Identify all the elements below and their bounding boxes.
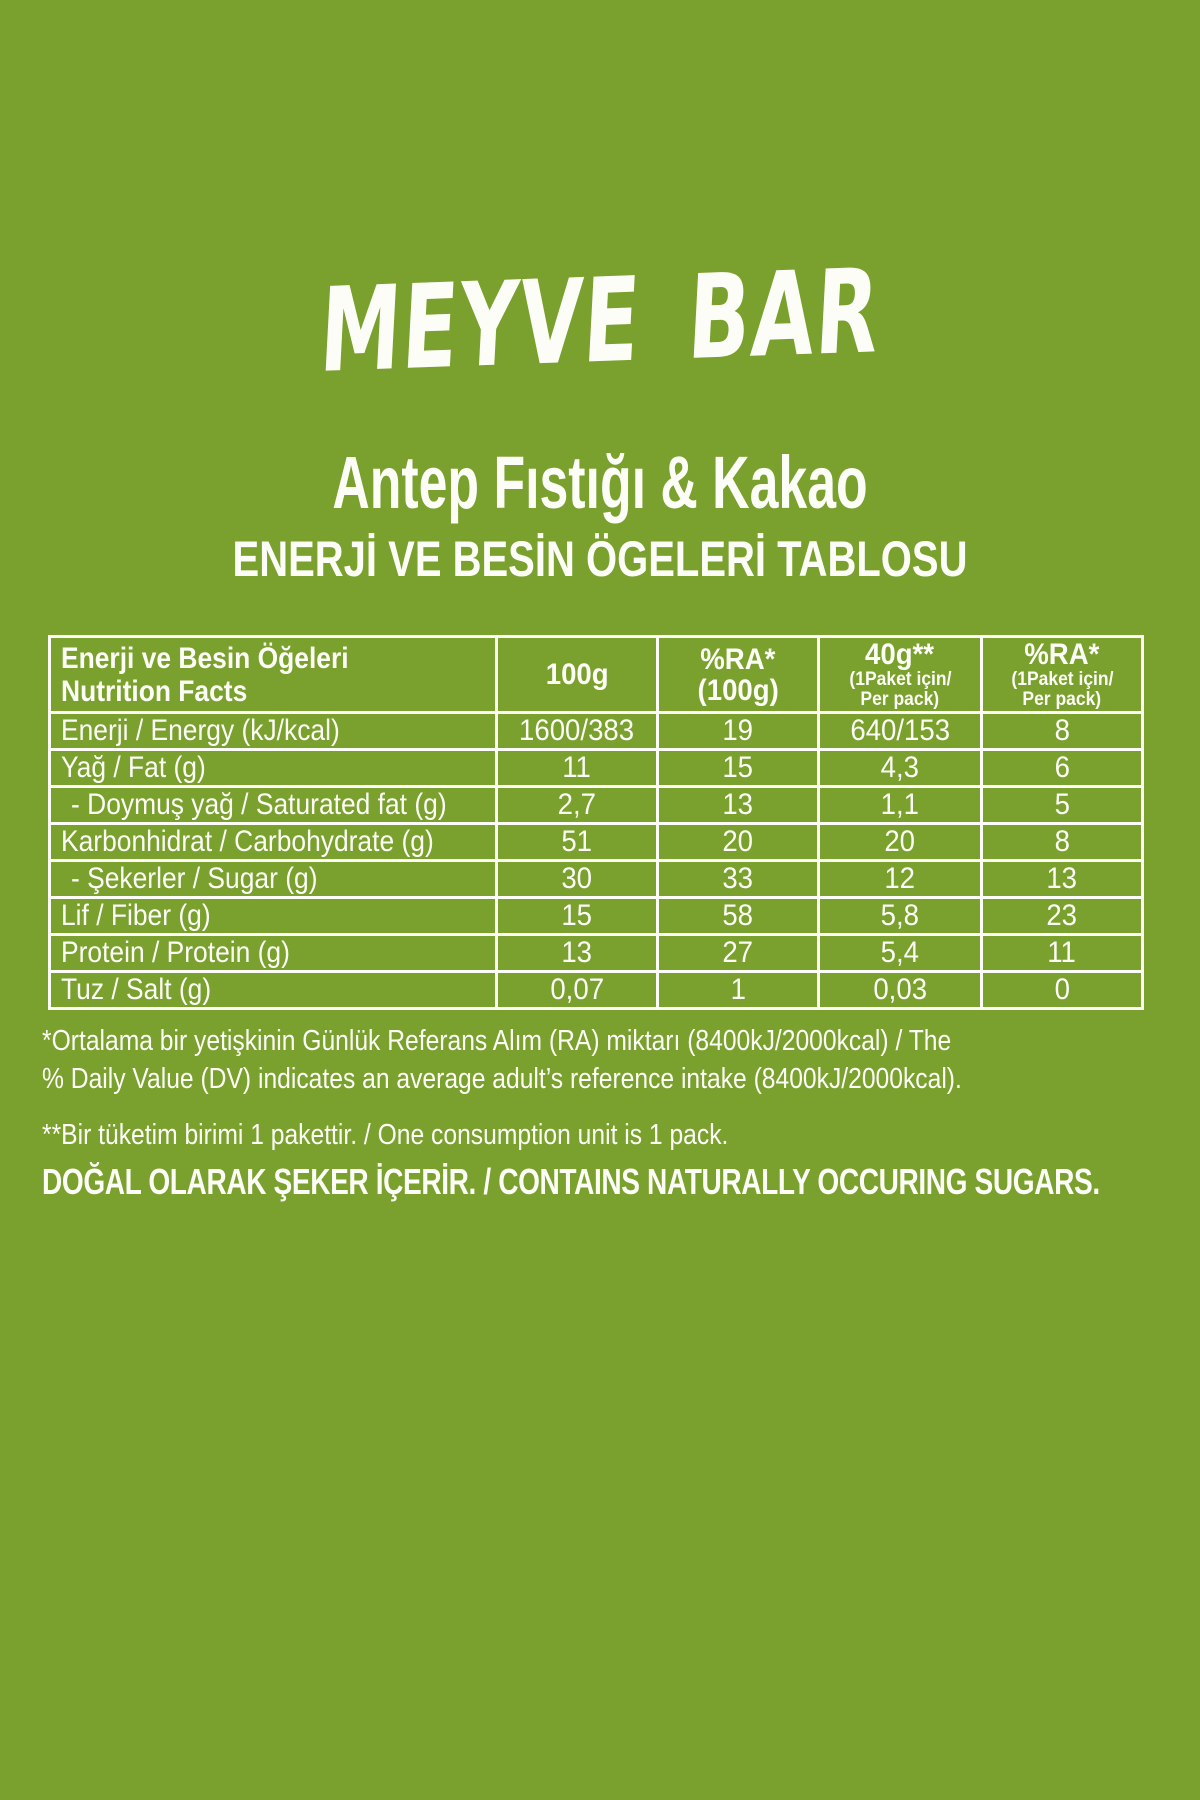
value-100g xyxy=(498,714,656,748)
header-nutrients xyxy=(51,638,495,711)
header-100g xyxy=(498,638,656,711)
value-ra-per-pack xyxy=(983,936,1141,970)
value-ra-per-pack-text: 6 xyxy=(1054,751,1070,784)
header-ra-100g-line1: %RA* xyxy=(700,642,776,676)
footnote-consumption-unit-text: **Bir tüketim birimi 1 pakettir. / One consumption unit is 1 pack. xyxy=(42,1119,729,1151)
row-label-text: - Doymuş yağ / Saturated fat (g) xyxy=(71,788,447,821)
row-label xyxy=(51,788,495,822)
row-label xyxy=(51,973,495,1007)
value-ra-100g-text: 15 xyxy=(722,751,754,784)
value-100g-text: 0,07 xyxy=(550,973,604,1006)
value-ra-100g xyxy=(659,936,817,970)
value-ra-100g-text: 27 xyxy=(722,936,754,969)
value-100g-text: 51 xyxy=(561,825,593,858)
value-100g xyxy=(498,973,656,1007)
value-100g xyxy=(498,751,656,785)
row-label-text: Yağ / Fat (g) xyxy=(61,751,206,784)
value-ra-per-pack xyxy=(983,825,1141,859)
footnote-consumption-unit xyxy=(42,1116,850,1154)
value-100g-text: 1600/383 xyxy=(519,714,635,747)
value-per-pack-text: 5,8 xyxy=(880,899,920,932)
value-ra-per-pack-text: 13 xyxy=(1046,862,1078,895)
value-ra-per-pack xyxy=(983,714,1141,748)
row-label xyxy=(51,751,495,785)
value-ra-per-pack xyxy=(983,788,1141,822)
nutrition-table xyxy=(48,635,1144,1010)
value-ra-100g xyxy=(659,788,817,822)
value-ra-100g xyxy=(659,973,817,1007)
row-label-text: Protein / Protein (g) xyxy=(61,936,290,969)
header-ra-per-pack-line1: %RA* xyxy=(1024,638,1100,671)
value-per-pack-text: 20 xyxy=(884,825,916,858)
footnote-reference-intake-line2: % Daily Value (DV) indicates an average adult’s reference intake (8400kJ/2000kcal). xyxy=(42,1063,962,1095)
value-ra-100g-text: 20 xyxy=(722,825,754,858)
header-nutrients-line1: Enerji ve Besin Öğeleri xyxy=(61,641,349,675)
row-label-text: Enerji / Energy (kJ/kcal) xyxy=(61,714,340,747)
header-per-pack-line3: Per pack) xyxy=(860,689,940,710)
value-per-pack xyxy=(820,825,980,859)
value-ra-per-pack xyxy=(983,899,1141,933)
sugars-notice: DOĞAL OLARAK ŞEKER İÇERİR. / CONTAINS NATURALLY OCCURING SUGARS. xyxy=(42,1161,1100,1202)
value-100g-text: 11 xyxy=(562,751,592,784)
value-per-pack-text: 5,4 xyxy=(880,936,920,969)
value-ra-100g-text: 33 xyxy=(722,862,754,895)
nutrition-table-title: ENERJİ VE BESİN ÖGELERİ TABLOSU xyxy=(232,531,968,587)
brand-title: MEYVE BAR xyxy=(316,244,884,399)
value-ra-100g xyxy=(659,714,817,748)
header-ra-per-pack-line3: Per pack) xyxy=(1022,689,1102,710)
value-per-pack xyxy=(820,862,980,896)
value-ra-per-pack-text: 5 xyxy=(1054,788,1070,821)
value-100g-text: 15 xyxy=(561,899,593,932)
value-per-pack xyxy=(820,973,980,1007)
value-per-pack xyxy=(820,936,980,970)
row-label-text: - Şekerler / Sugar (g) xyxy=(71,862,318,895)
value-ra-per-pack-text: 23 xyxy=(1046,899,1078,932)
value-per-pack-text: 0,03 xyxy=(873,973,927,1006)
row-label xyxy=(51,899,495,933)
value-ra-per-pack-text: 8 xyxy=(1054,825,1070,858)
header-ra-per-pack-line2: (1Paket için/ xyxy=(1010,669,1114,690)
value-100g xyxy=(498,936,656,970)
value-100g-text: 13 xyxy=(561,936,593,969)
header-per-pack xyxy=(820,638,980,711)
product-name: Antep Fıstığı & Kakao xyxy=(332,441,868,524)
value-per-pack xyxy=(820,899,980,933)
value-100g-text: 2,7 xyxy=(557,788,597,821)
value-ra-100g-text: 1 xyxy=(730,973,746,1006)
header-per-pack-line1: 40g** xyxy=(865,638,935,671)
value-ra-per-pack-text: 11 xyxy=(1047,936,1077,969)
value-ra-100g-text: 19 xyxy=(722,714,754,747)
value-ra-per-pack xyxy=(983,973,1141,1007)
row-label xyxy=(51,862,495,896)
value-ra-per-pack-text: 8 xyxy=(1054,714,1070,747)
header-ra-100g-line2: (100g) xyxy=(697,673,779,707)
value-per-pack xyxy=(820,714,980,748)
footnote-reference-intake-line1: *Ortalama bir yetişkinin Günlük Referans Alım (RA) miktarı (8400kJ/2000kcal) / The xyxy=(42,1025,952,1057)
row-label xyxy=(51,936,495,970)
header-ra-100g xyxy=(659,638,817,711)
value-100g xyxy=(498,862,656,896)
value-ra-100g xyxy=(659,751,817,785)
value-100g xyxy=(498,899,656,933)
row-label xyxy=(51,714,495,748)
footnote-reference-intake xyxy=(42,1022,1124,1098)
value-per-pack xyxy=(820,751,980,785)
header-100g-label: 100g xyxy=(545,658,609,691)
row-label xyxy=(51,825,495,859)
value-100g xyxy=(498,788,656,822)
value-ra-per-pack-text: 0 xyxy=(1054,973,1070,1006)
row-label-text: Tuz / Salt (g) xyxy=(61,973,212,1006)
value-ra-100g xyxy=(659,825,817,859)
value-ra-100g xyxy=(659,862,817,896)
value-ra-100g-text: 58 xyxy=(722,899,754,932)
value-ra-per-pack xyxy=(983,751,1141,785)
value-per-pack-text: 640/153 xyxy=(850,714,950,747)
value-100g-text: 30 xyxy=(561,862,593,895)
value-ra-100g-text: 13 xyxy=(722,788,754,821)
header-nutrients-line2: Nutrition Facts xyxy=(61,674,248,708)
row-label-text: Lif / Fiber (g) xyxy=(61,899,211,932)
value-per-pack-text: 1,1 xyxy=(880,788,920,821)
value-ra-100g xyxy=(659,899,817,933)
value-per-pack-text: 12 xyxy=(884,862,916,895)
value-per-pack xyxy=(820,788,980,822)
value-100g xyxy=(498,825,656,859)
value-ra-per-pack xyxy=(983,862,1141,896)
header-per-pack-line2: (1Paket için/ xyxy=(848,669,952,690)
value-per-pack-text: 4,3 xyxy=(880,751,920,784)
row-label-text: Karbonhidrat / Carbohydrate (g) xyxy=(61,825,434,858)
header-ra-per-pack xyxy=(983,638,1141,711)
